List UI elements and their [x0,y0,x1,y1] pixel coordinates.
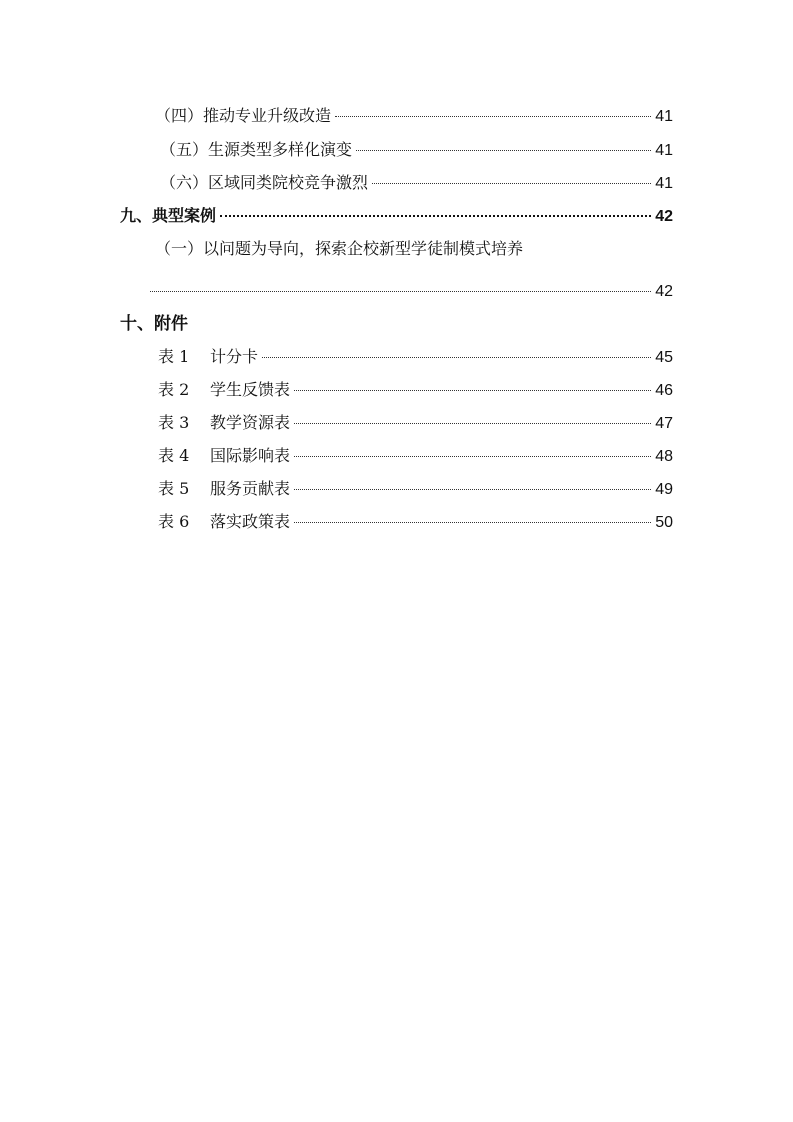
table-title: 学生反馈表 [210,380,291,399]
toc-page-number: 49 [655,481,673,498]
toc-entry-4[interactable] [155,105,673,128]
toc-table-5[interactable] [158,478,673,501]
table-number: 表 2 [158,380,190,399]
table-title: 国际影响表 [210,446,291,465]
table-number: 表 4 [158,446,190,465]
toc-page-number: 41 [655,142,673,159]
table-number: 表 3 [158,413,190,432]
toc-table-label [158,511,292,533]
toc-section-9[interactable] [120,205,673,228]
toc-page-number: 48 [655,448,673,465]
dot-leader [294,390,651,391]
dot-leader [262,357,651,358]
toc-case-1-label[interactable]: （一）以问题为导向，探索企校新型学徒制模式培养 [155,239,524,258]
toc-table-label [158,346,260,368]
table-title: 落实政策表 [210,512,291,531]
toc-table-2[interactable] [158,379,673,402]
toc-page-number: 41 [655,175,673,192]
toc-case-1-leader[interactable] [150,281,673,303]
toc-page-number: 42 [655,208,673,225]
table-title: 计分卡 [210,347,259,366]
table-number: 表 1 [158,347,190,366]
dot-leader [372,183,651,184]
toc-page-number: 47 [655,415,673,432]
dot-leader [335,116,651,117]
dot-leader [150,291,651,292]
toc-table-label [158,478,292,500]
toc-table-3[interactable] [158,412,673,435]
dot-leader [294,456,651,457]
toc-page-number: 42 [655,283,673,300]
toc-table-label [158,379,292,401]
toc-section-10[interactable]: 十、附件 [120,314,188,334]
table-number: 表 5 [158,479,190,498]
toc-page-number: 50 [655,514,673,531]
dot-leader [294,489,651,490]
dot-leader [294,423,651,424]
toc-entry-label: （六）区域同类院校竞争激烈 [160,173,369,192]
dot-leader [220,215,651,217]
toc-page-number: 41 [655,108,673,125]
toc-page-number: 45 [655,349,673,366]
table-number: 表 6 [158,512,190,531]
toc-table-6[interactable] [158,511,673,534]
toc-entry-label: （五）生源类型多样化演变 [160,140,353,159]
table-title: 服务贡献表 [210,479,291,498]
toc-page-number: 46 [655,382,673,399]
toc-entry-6[interactable] [160,172,673,195]
toc-entry-label: （四）推动专业升级改造 [155,106,332,125]
toc-table-1[interactable] [158,346,673,369]
dot-leader [294,522,651,523]
toc-entry-5[interactable] [160,139,673,162]
table-title: 教学资源表 [210,413,291,432]
toc-table-4[interactable] [158,445,673,468]
toc-table-label [158,412,292,434]
toc-section-label: 九、典型案例 [120,206,217,225]
dot-leader [356,150,651,151]
toc-table-label [158,445,292,467]
